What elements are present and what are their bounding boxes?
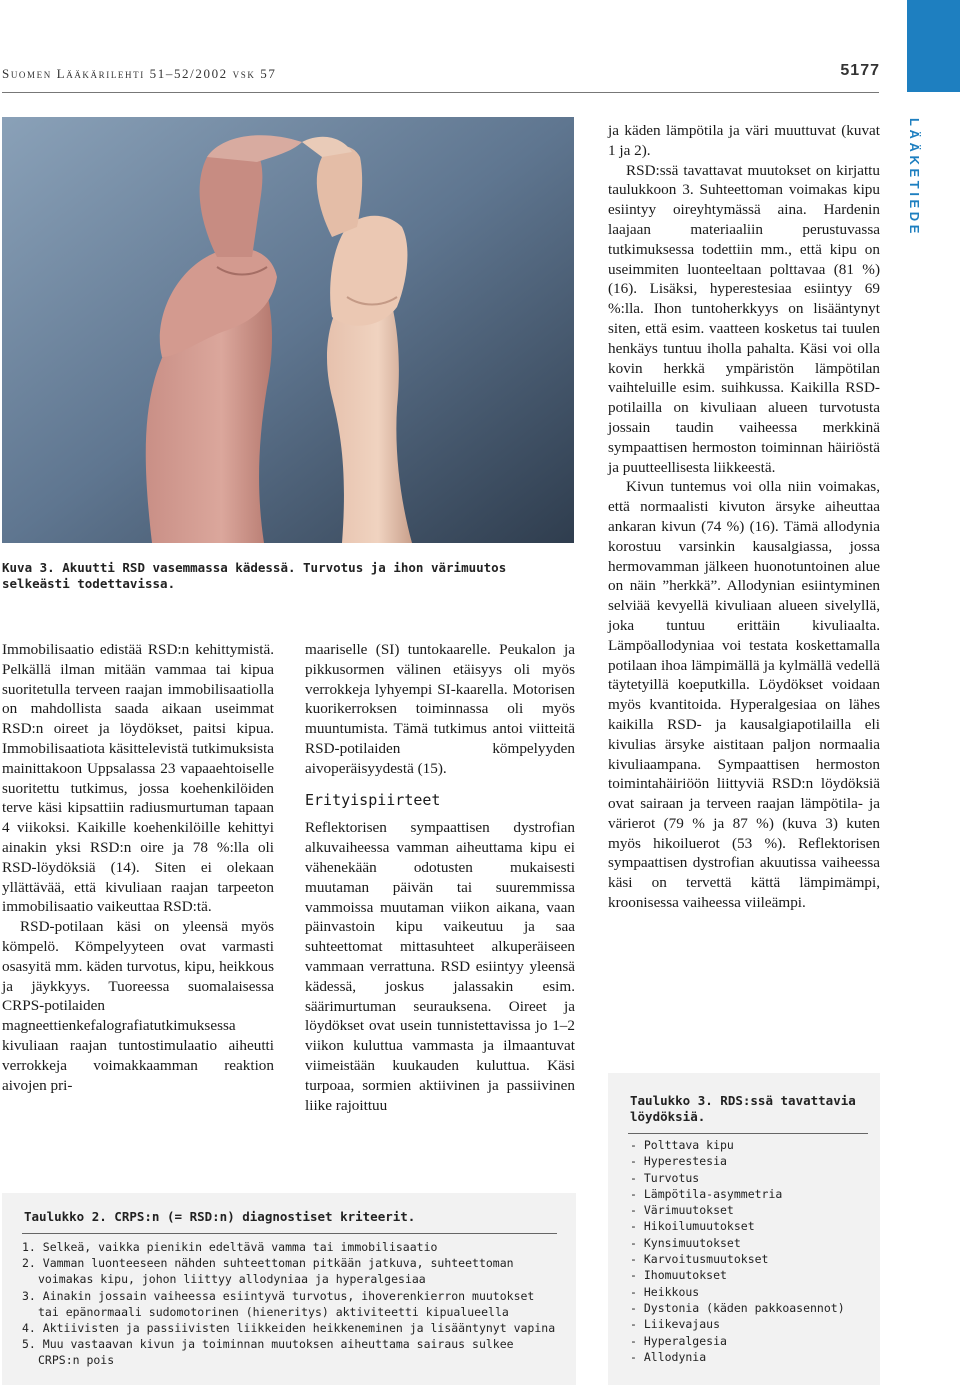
- text-column-1: [2, 640, 274, 1095]
- list-item: - Ihomuutokset: [630, 1268, 727, 1283]
- table-3-title: Taulukko 3. RDS:ssä tavattavia löydöksiä.: [630, 1093, 856, 1124]
- figure-caption: Kuva 3. Akuutti RSD vasemmassa kädessä. Turvotus ja ihon värimuutos selkeästi todettavissa.: [2, 560, 507, 591]
- list-item: - Hyperestesia: [630, 1154, 727, 1169]
- list-item: - Hikoilumuutokset: [630, 1219, 755, 1234]
- paragraph: Kivun tuntemus voi olla niin voimakas, että normaalisti kivuton ärsyke aiheuttaa ankaran kivun (74 %) (16). Tämä allodynia korostuu varsinkin kausalgiassa, jossa hermovamman jälkeen huonotuntoinen alue on näin ”herkkä”. Allodynian esiintyminen selviää kevyellä kivuliaan alueen sivelyllä, joka tuntuu erittäin kivuliaalta. Lämpöallodyniaa voi testata koskettamalla potilaan ihoa lämpimällä ja kylmällä vedellä täytetyillä koeputkilla. Löydökset voidaan myös kvantitoida. Hyperalgesiaa on lähes kaikilla RSD- ja kausalgiapotilailla eli kivulias ärsyke aistitaan paljon normaalia kivuliaampana. Sympaattisen hermoston toimintahäiriöön liittyviä RSD:n löydöksiä ovat sairaan ja terveen raajan lämpötila- ja värierot (79 % ja 87 %) (kuva 3) kuten myös hikoiluerot (53 %). Reflektorisen sympaattisen dystrofian akuutissa vaiheessa käsi on tervettä kättä lämpimämpi, kroonisessa vaiheessa viileämpi.: [608, 478, 880, 912]
- list-item: - Hyperalgesia: [630, 1333, 727, 1348]
- findings-list: [630, 1137, 845, 1365]
- page-header: [0, 62, 880, 84]
- list-item: - Polttava kipu: [630, 1138, 734, 1152]
- list-item: - Dystonia (käden pakkoasennot): [630, 1300, 845, 1315]
- table-3-rule: [628, 1133, 868, 1134]
- journal-name: Suomen Lääkärilehti 51–52/2002 vsk 57: [2, 66, 277, 81]
- list-item: - Allodynia: [630, 1349, 707, 1364]
- paragraph: ja käden lämpötila ja väri muuttuvat (kuvat 1 ja 2).: [608, 122, 880, 159]
- paragraph: Immobilisaatio edistää RSD:n kehittymistä. Pelkällä ilman mitään vammaa tai kipua suoritetulla terveen raajan immobilisaatiolla on mahdollista saada aikaan useimmat RSD:n oireet ja löydökset, paitsi kipua. Immobilisaatiota käsittelevistä tutkimuksista mainittakoon Uppsalassa 23 vapaaehtoiselle suoritettu tutkimus, jossa koehenkilöiden terve käsi kipsattiin radiusmurtuman tapaan 4 viikoksi. Kaikille koehenkilöille kehittyi ainakin yksi RSD:n oire ja 78 %:lla oli RSD-löydöksiä (14). Siten ei olekaan yllättävää, että kivuliaan raajan tarpeeton immobilisaatio vaikeuttaa RSD:tä.: [2, 641, 274, 916]
- paragraph: RSD:ssä tavattavat muutokset on kirjattu taulukkoon 3. Suhteettoman voimakas kipu esiintyy oireyhtymässä aina. Hardenin laajaan materiaaliin perustuvassa tutkimuksessa todettiin mm., että kipu on useimmiten luonteeltaan polttavaa (81 %) (16). Lisäksi, hyperestesiaa esiintyy 69 %:lla. Ihon tuntoherkkyys on lisääntynyt siten, että esim. vaatteen kosketus tai tuulen henkäys tuntuu iholla pahalta. Käsi voi olla kovin herkkä ympäristön lämpötilan vaihteluille esim. suihkussa. Kaikilla RSD-potilailla on kivuliaan alueen turvotusta jossain taudin vaiheessa merkkinä sympaattisen hermoston toiminnan häiriöstä ja puutteellisesta liikkeestä.: [608, 161, 880, 476]
- criteria-list: [22, 1239, 562, 1369]
- list-item: 1. Selkeä, vaikka pienikin edeltävä vamma tai immobilisaatio: [22, 1240, 438, 1254]
- section-color-tab: [907, 0, 960, 92]
- list-item: 2. Vamman luonteeseen nähden suhteettoman pitkään jatkuva, suhteettoman voimakas kipu, johon liittyy allodyniaa ja hyperalgesiaa: [22, 1256, 514, 1287]
- list-item: 4. Aktiivisten ja passiivisten liikkeiden heikkeneminen ja lisääntynyt vapina: [22, 1321, 556, 1336]
- text-column-2: [305, 640, 575, 1115]
- list-item: - Liikevajaus: [630, 1317, 721, 1332]
- list-item: - Värimuutokset: [630, 1203, 734, 1218]
- list-item: 3. Ainakin jossain vaiheessa esiintyvä turvotus, ihoverenkierron muutokset tai epänormaali sudomotorinen (hieneritys) aktiviteetti kipualueella: [22, 1288, 535, 1319]
- list-item: - Heikkous: [630, 1284, 700, 1299]
- table-2-title: Taulukko 2. CRPS:n (= RSD:n) diagnostiset kriteerit.: [24, 1209, 416, 1224]
- section-label: LÄÄKETIEDE: [907, 118, 922, 238]
- list-item: 5. Muu vastaavan kivun ja toiminnan muutoksen aiheuttama sairaus sulkee CRPS:n pois: [22, 1337, 514, 1368]
- page-number: 5177: [840, 62, 880, 79]
- list-item: - Turvotus: [630, 1170, 700, 1185]
- paragraph: Reflektorisen sympaattisen dystrofian alkuvaiheessa vamman aiheuttama kipu ei vähenekään odotusten mukaisesti muutaman päivän tai suuremmissa vammoissa muutaman viikon aikana, vaan päinvastoin kipu vaikeutuu ja saa suhteettomat mittasuhteet alkuperäiseen vammaan verrattuna. RSD esiintyy yleensä kädessä, joskus jalassakin esim. säärimurtuman seurauksena. Oireet ja löydökset ovat usein tunnistettavissa jo 1–2 viikon kuluttua vammasta ja ilmaantuvat viimeistään kuukauden kuluttua. Käsi turpoaa, sormien aktiivinen ja passiivinen liike rajoittuu: [305, 819, 575, 1114]
- list-item: - Kynsimuutokset: [630, 1235, 741, 1250]
- hands-photo-illustration: [2, 117, 574, 543]
- section-heading: Erityispiirteet: [305, 790, 441, 809]
- figure-photo: [2, 117, 574, 543]
- list-item: - Lämpötila-asymmetria: [630, 1186, 783, 1201]
- table-3-box: [608, 1073, 880, 1385]
- table-2-box: [2, 1193, 576, 1385]
- text-column-3: [608, 121, 880, 913]
- paragraph: RSD-potilaan käsi on yleensä myös kömpelö. Kömpelyyteen ovat varmasti osasyitä mm. käden turvotus, kipu, heikkous ja jäykkyys. Tuoreessa suomalaisessa CRPS-potilaiden magneettienkefalografiatutkimuksessa kivuliaan raajan tuntostimulaatio aiheutti verrokkeja voimakkaamman reaktion aivojen pri-: [2, 918, 274, 1094]
- header-rule: [2, 92, 879, 93]
- list-item: - Karvoitusmuutokset: [630, 1252, 769, 1267]
- paragraph: maariselle (SI) tuntokaarelle. Peukalon ja pikkusormen välinen etäisyys oli myös verrokkeja lyhyempi SI-kaarella. Motorisen kuorikerroksen toiminnassa oli myös muuntumista. Tämä tutkimus antoi viitteitä RSD-potilaiden kömpelyyden aivoperäisyydestä (15).: [305, 641, 575, 777]
- table-2-rule: [22, 1233, 557, 1234]
